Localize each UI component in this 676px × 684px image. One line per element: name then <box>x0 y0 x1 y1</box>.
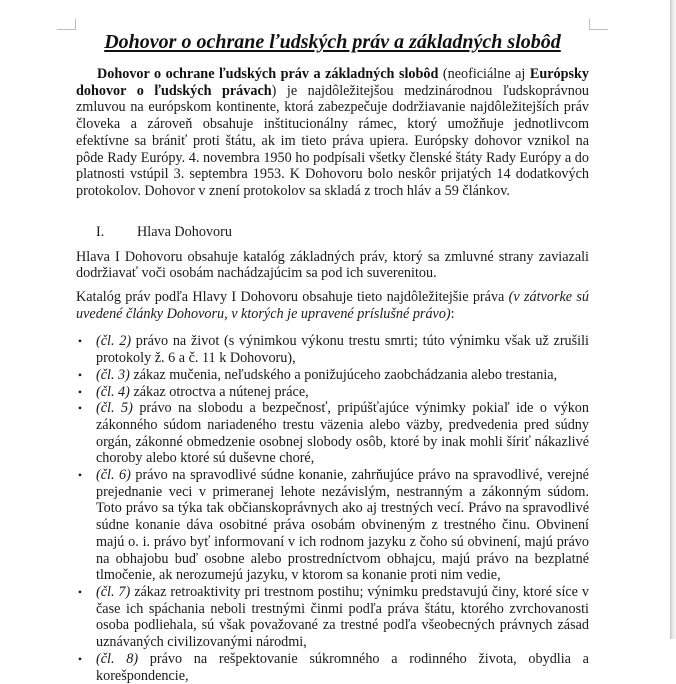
list-item-text: zákaz retroaktivity pri trestnom postihu; výnimku predstavujú činy, ktoré síce v čase ich spáchania neboli trestnými činmi podľa práva štátu, ktorého zvrchovanosti osoba podliehala, sú však považované za trestné podľa všeobecných právnych zásad uznávaných civilizovanými národmi, <box>96 583 589 651</box>
section-paragraph-2-text: Katalóg práv podľa Hlavy I Dohovoru obsahuje tieto najdôležitejšie práva <box>76 289 509 306</box>
list-item-text: zákaz mučenia, neľudského a ponižujúceho zaobchádzania alebo trestania, <box>129 366 558 383</box>
intro-bold-term: Dohovor o ochrane ľudských práv a základných slobôd <box>97 66 439 82</box>
list-item <box>76 367 589 384</box>
rights-list <box>76 333 589 684</box>
list-item-text: právo na slobodu a bezpečnosť, pripúšťajúce výnimky pokiaľ ide o výkon zákonného súdom nariadeného trestu väzenia alebo väzby, predvedenia pred súdny orgán, zákonné obmedzenie osobnej slobody osôb, ktoré by inak mohli šíriť nákazlivé choroby alebo ktoré sú duševne choré, <box>96 400 589 467</box>
list-item-text: právo na spravodlivé súdne konanie, zahrňujúce právo na spravodlivé, verejné prejednanie veci v primeranej lehote nezávislým, nestranným a zákonným súdom. Toto právo sa týka tak občianskoprávnych ako aj trestných vecí. Právo na spravodlivé súdne konanie dáva osobitné práva osobám obvineným z trestného činu. Obvinení majú o. i. právo byť informovaní v ich rodnom jazyku z čoho sú obvinení, majú právo na obhajobu buď osobne alebo prostredníctvom obhajcu, majú právo na bezplatné tlmočenie, ak nerozumejú jazyku, v ktorom sa konanie proti nim vedie, <box>96 467 589 584</box>
document-title: Dohovor o ochrane ľudských práv a základných slobôd <box>104 31 561 53</box>
section-title: Hlava Dohovoru <box>137 223 232 240</box>
article-ref: (čl. 4) <box>96 383 130 400</box>
section-paragraph-2-italic: (v zátvorke sú uvedené články Dohovoru, v ktorých je upravené príslušné právo) <box>76 289 590 322</box>
list-item <box>76 584 589 651</box>
bullet-icon: • <box>77 334 83 349</box>
section-heading <box>76 224 589 241</box>
article-ref: (čl. 3) <box>96 366 130 383</box>
intro-text-2: ) je najdôležitejšou medzinárodnou ľudskoprávnou zmluvou na európskom kontinente, ktorá zabezpečuje dodržiavanie najdôležitejších práv človeka a zároveň obsahuje inštitucionálny rámec, ktorý umožňuje jednotlivcom efektívne sa brániť proti štátu, ak im tieto práva upiera. Európsky dohovor vznikol na pôde Rady Európy. 4. novembra 1950 ho podpísali všetky členské štáty Rady Európy a do platnosti vstúpil 3. septembra 1953. K Dohovoru bolo neskôr prijatých 14 dodatkových protokolov. Dohovor v znení protokolov sa skladá z troch hláv a 59 článkov. <box>76 82 590 199</box>
section-paragraph-2 <box>76 289 589 322</box>
article-ref: (čl. 5) <box>96 400 133 417</box>
article-ref: (čl. 7) <box>96 583 131 600</box>
bullet-icon: • <box>77 401 83 416</box>
bullet-icon: • <box>77 584 83 599</box>
bullet-icon: • <box>77 468 83 483</box>
section-number: I. <box>96 223 105 240</box>
article-ref: (čl. 6) <box>96 467 131 484</box>
page-edge-shadow <box>670 0 676 639</box>
margin-corner-mark-left <box>57 19 76 30</box>
list-item <box>76 333 589 366</box>
bullet-icon: • <box>77 367 83 382</box>
bullet-icon: • <box>77 384 83 399</box>
intro-paragraph <box>76 66 589 200</box>
document-body[interactable] <box>76 30 589 684</box>
list-item <box>76 467 589 584</box>
article-ref: (čl. 2) <box>96 333 132 350</box>
bullet-icon: • <box>77 651 83 666</box>
intro-text-1: (neoficiálne aj <box>438 66 530 82</box>
intro-bold-alias: Európsky dohovor o ľudských právach <box>76 66 590 99</box>
section-paragraph-1: Hlava I Dohovoru obsahuje katalóg základných práv, ktorý sa zmluvné strany zaviazali dodržiavať voči osobám nachádzajúcim sa pod ich suverenitou. <box>76 248 589 282</box>
article-ref: (čl. 8) <box>96 650 139 667</box>
margin-corner-mark-right <box>589 19 608 30</box>
section-paragraph-2-end: : <box>450 305 455 322</box>
list-item-text: právo na život (s výnimkou výkonu trestu smrti; túto výnimku však už zrušili protokoly ž. 6 a č. 11 k Dohovoru), <box>96 333 589 367</box>
list-item <box>76 400 589 467</box>
list-item-text: právo na rešpektovanie súkromného a rodinného života, obydlia a korešpondencie, <box>96 650 589 684</box>
list-item <box>76 384 589 401</box>
list-item <box>76 651 589 684</box>
list-item-text: zákaz otroctva a nútenej práce, <box>129 383 309 400</box>
